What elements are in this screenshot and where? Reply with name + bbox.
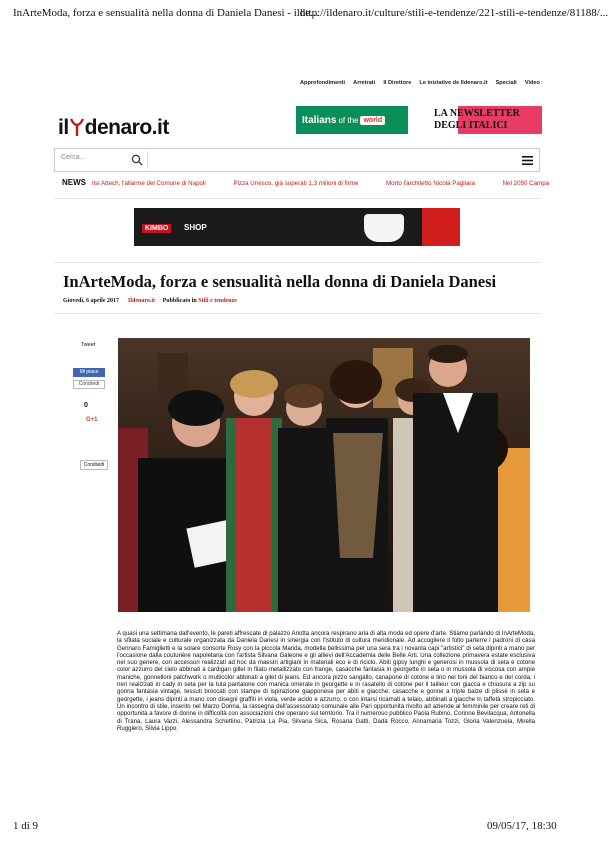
banner-italians-text: Italians [302,114,337,126]
condividi-button[interactable]: Condividi [80,460,108,470]
print-datetime: 09/05/17, 18:30 [487,820,557,832]
nav-arretrati[interactable]: Arretrati [353,80,376,86]
kimbo-logo: KIMBO [142,224,171,233]
nav-direttore[interactable]: Il Direttore [383,80,412,86]
search-icon[interactable] [131,154,143,166]
news-label: NEWS [62,178,86,187]
kimbo-shop-ad[interactable] [134,208,460,246]
article-source[interactable]: Ildenaro.it [128,298,156,304]
ad-red-block [422,208,460,246]
nav-speciali[interactable]: Speciali [495,80,517,86]
logo-name: denaro.it [84,116,169,139]
share-count: 0 [84,402,88,409]
banner-world-badge: world [360,116,385,125]
article-title: InArteModa, forza e sensualità nella donna di Daniela Danesi [63,272,497,291]
print-page-number: 1 di 9 [13,820,39,832]
search-bar [54,148,540,172]
news-ticker [62,178,550,192]
italians-of-the-world-banner[interactable] [296,106,408,134]
fb-share-button[interactable]: Condividi [73,380,105,389]
news-item[interactable]: risi Attech, l'allarme del Comune di Napoli [91,180,206,187]
hamburger-menu-icon[interactable] [522,156,533,165]
banner-italians-suffix: of the [338,115,359,125]
news-item[interactable]: Pizza Unesco, già superati 1,3 milioni di firme [233,180,359,187]
top-nav [300,80,540,86]
ad-shop-text: SHOP [184,223,207,232]
print-page-url[interactable]: http://ildenaro.it/culture/stili-e-tendenze/221-stili-e-tendenze/81188/... [300,7,608,19]
article-meta [63,298,237,304]
logo-prefix: il [58,116,69,139]
newsletter-line1: LA NEWSLETTER [434,108,520,119]
site-logo[interactable] [58,116,169,140]
print-page-title: InArteModa, forza e sensualità nella donna di Daniela Danesi - ilde... [13,7,319,19]
fb-like-button[interactable]: Mi piace [73,368,105,377]
tweet-button[interactable]: Tweet [80,342,96,348]
article-category[interactable]: Stili e tendenze [198,298,237,304]
search-divider [147,151,148,169]
newsletter-line2: DEGLI ITALICI [434,120,508,131]
published-label: Pubblicato in [162,298,197,304]
event-group-photo [118,338,530,612]
nav-iniziative[interactable]: Le iniziative de Ildenaro.it [419,80,488,86]
nav-approfondimenti[interactable]: Approfondimenti [300,80,346,86]
logo-mark-icon [69,117,85,137]
article-date: Giovedì, 6 aprile 2017 [63,298,119,304]
nav-video[interactable]: Video [524,80,540,86]
divider [54,313,540,314]
gplus-button[interactable]: G+1 [86,417,98,423]
news-item[interactable]: Nel 2050 Campa [502,180,550,187]
divider [54,198,540,199]
newsletter-banner[interactable] [432,106,542,134]
search-input[interactable]: Cerca... [61,154,86,161]
divider [54,262,540,263]
article-body: A quasi una settimana dall'evento, le pareti affrescate di palazzo Ariotta ancora respirano aria di alta moda ed opere d'arte. Stiamo parlando di InArteModa, la sfilata sociale e culturale organizzata da Daniela Danesi in sinergia con l'Istituto di cultura meridionale. Ad accogliere il folto parterre i padroni di casa Gennaro Famiglietti e la solare consorte Rosy con la piccola Marida, modella bellissima per una sera tra i novanta capi "artistici" di seta dipinti a mano per l'occasione dalla couturière napoletana con l'artista Silvana Galeone e gli allievi dell'Accademia delle Belle Arti. Una collezione primavera estate esclusiva nel suo genere, con accessori realizzati ad hoc da maestri artigiani in materiali eco e di riciclo. Abiti gipsy lunghi e generosi in mussola di seta e cotone color azzurro del cielo abbinati a cardigan gillet in filato metallizzato con frange, casacche fantasia in georgette in seta o in mussola di viscosa con ampie maniche, gonnelloni patchwork o multicolor abbinati a gilet di jeans. Ed ancora pizzo sangallo, canapone di cotone e lino nei toni del bianco e del corda, i neri realizzati in cady in seta per la tuta pantalone con manica omerale in georgette e in rasatello di cotone per il tailleur con giacca e chiusura a zip su gonna fantasia vintage, tessuti broccati con stampe di ispirazione giapponese per abiti e giacche; casacche e gonne a triple balze di plissé in seta e georgette, i jeans dipinti a mano con disegni graffiti in viola, verde acido e azzurro, o con intarsi ricamati a telaio, abbinati a giacche in taffetà stropicciato. Un incontro di stile, inserito nel Marzo Donna, la rassegna dell'assessorato comunale alle Pari opportunità rivolto ad aziende al femminile per creare reti di opportunità a favore di donne in difficoltà con associazioni che operano sul territorio. Tra il numeroso pubblico Paola Rubino, Corinne Bevilacqua, Antonella di Trana, Laura Varzi, Alessandra Schettino, Patrizia La Pia, Silvana Sica, Rosaria Gatti, Dadà Rocco, Annamaria Tozzi, Gloria Valenzuela, Mirella Ruggiero, Silvia Lippo. [117,630,535,732]
coffee-cup-icon [364,214,404,242]
news-item[interactable]: Morto l'architetto Nicola Pagliara [386,180,475,187]
